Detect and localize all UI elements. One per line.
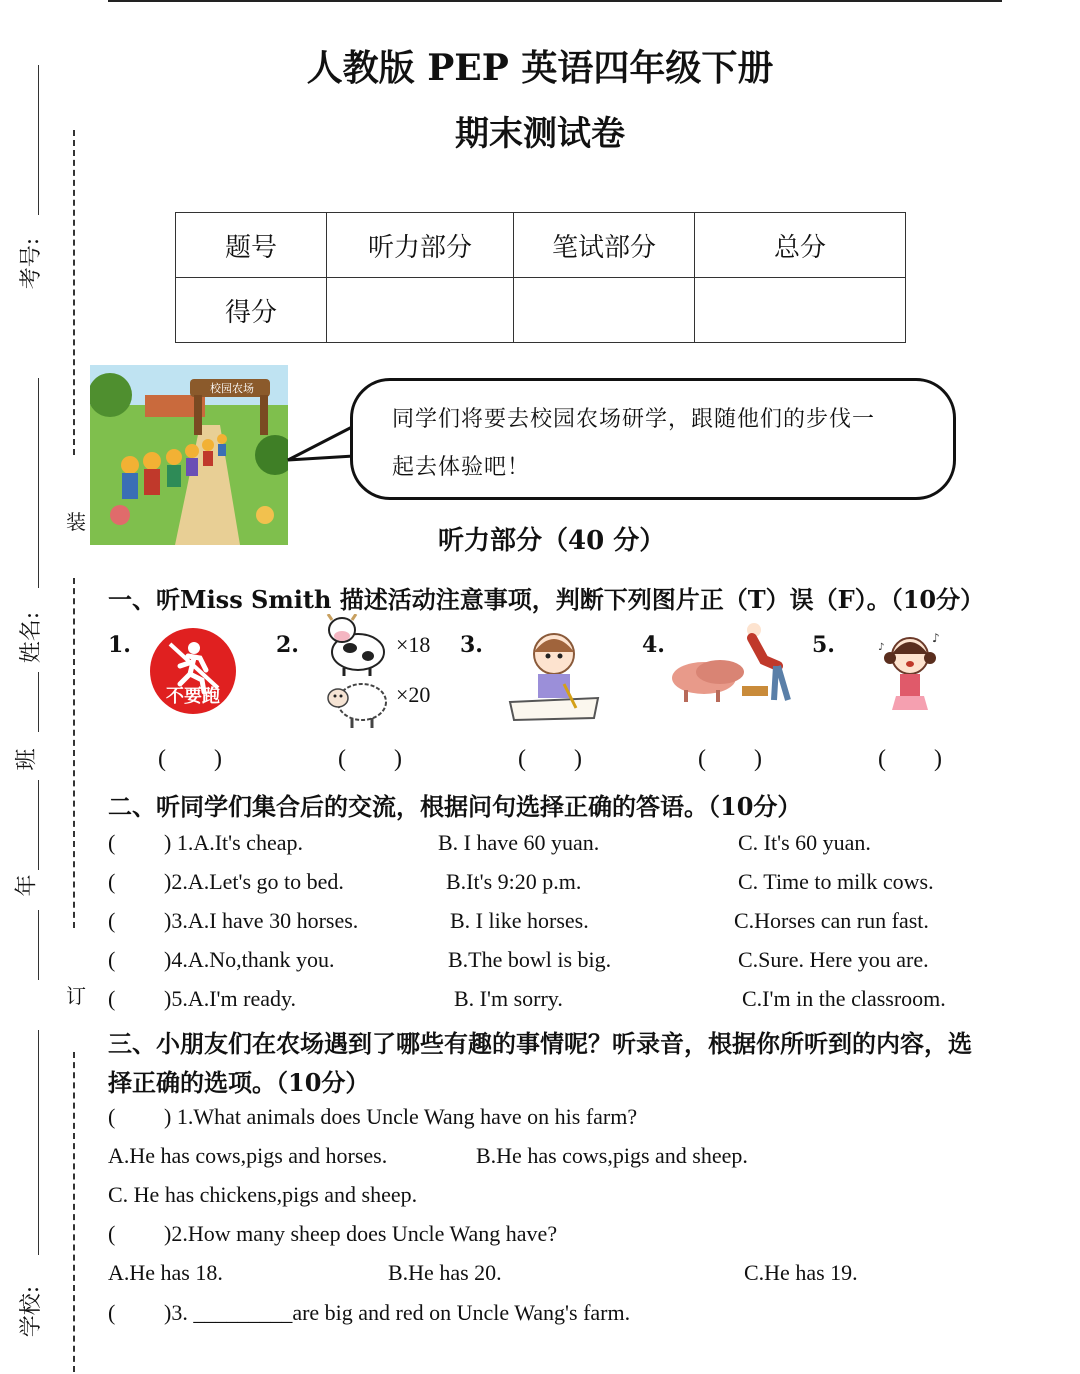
s2-q5-c: C.I'm in the classroom. [742,986,946,1011]
name-line-bottom [38,672,39,732]
s1-item1-num: 1. [108,632,131,658]
s2-q5-b: B. I'm sorry. [454,986,563,1011]
sheep-count: ×20 [396,682,431,707]
score-cell-listening: 听力部分 [327,213,514,278]
cow-icon [322,614,388,676]
binding-dash-3 [73,1052,75,1372]
s2-q3-a: )3.A.I have 30 horses. [164,908,359,933]
name-label: 姓名: [19,611,45,664]
no-running-label: 不要跑 [166,686,220,707]
s3-q3-paren[interactable]: ( [108,1300,116,1325]
s1-answer-1[interactable]: ( ) [158,746,222,772]
s3-q2-option-a: A.He has 18. [108,1260,223,1285]
s1-answer-5[interactable]: ( ) [878,746,942,772]
section3-heading-line1: 三、小朋友们在农场遇到了哪些有趣的事情呢？听录音，根据你所听到的内容，选 [108,1029,972,1058]
listening-heading: 听力部分（40 分） [438,526,666,556]
s2-q1-paren[interactable]: ( [108,830,116,855]
s2-q2-c: C. Time to milk cows. [738,869,934,894]
score-table [175,212,906,343]
speech-bubble-text [392,396,932,492]
exam-no-label: 考号: [19,237,45,290]
farm-sign-text: 校园农场 [210,382,254,395]
s2-q5-a: )5.A.I'm ready. [164,986,297,1011]
score-cell-total: 总分 [695,213,906,278]
s2-q5-paren[interactable]: ( [108,986,116,1011]
svg-text:♪: ♪ [878,642,885,653]
s2-q1-c: C. It's 60 yuan. [738,830,871,855]
class-line [38,780,39,870]
school-line [38,1030,39,1255]
grade-line [38,910,39,980]
s2-q3-paren[interactable]: ( [108,908,116,933]
section3-heading-line2: 择正确的选项。（10分） [108,1068,370,1097]
s1-answer-4[interactable]: ( ) [698,746,762,772]
score-cell-label: 得分 [176,278,327,343]
s3-q1-question: ) 1.What animals does Uncle Wang have on his farm? [164,1104,638,1129]
s2-q4-c: C.Sure. Here you are. [738,947,929,972]
s1-item5-num: 5. [812,632,835,658]
s3-q1-option-b: B.He has cows,pigs and sheep. [476,1143,748,1168]
score-cell-number: 题号 [176,213,327,278]
s2-q4-a: )4.A.No,thank you. [164,947,335,972]
cow-count: ×18 [396,632,431,657]
s1-answer-3[interactable]: ( ) [518,746,582,772]
section2-heading: 二、听同学们集合后的交流，根据问句选择正确的答语。（10分） [108,792,802,821]
sheep-icon [324,676,390,730]
s3-q2-option-c: C.He has 19. [744,1260,858,1285]
s3-q2-paren[interactable]: ( [108,1221,116,1246]
score-input-writing[interactable] [514,278,695,343]
score-input-total[interactable] [695,278,906,343]
s2-q1-b: B. I have 60 yuan. [438,830,600,855]
class-label: 班 [14,748,40,771]
binding-dash-1 [73,130,75,455]
s1-item4-num: 4. [642,632,665,658]
s2-q4-b: B.The bowl is big. [448,947,612,972]
s1-item2-num: 2. [276,632,299,658]
page-title: 人教版 PEP 英语四年级下册 [306,47,774,89]
s2-q2-a: )2.A.Let's go to bed. [164,869,344,894]
s3-q2-option-b: B.He has 20. [388,1260,502,1285]
s3-q2-question: )2.How many sheep does Uncle Wang have? [164,1221,558,1246]
s1-answer-2[interactable]: ( ) [338,746,402,772]
s3-q1-option-c: C. He has chickens,pigs and sheep. [108,1182,418,1207]
score-input-listening[interactable] [327,278,514,343]
s2-q1-a: ) 1.A.It's cheap. [164,830,303,855]
bubble-tail-icon [286,420,356,470]
score-table-score-row [176,278,906,343]
girl-singing-icon [874,628,946,728]
binding-zhuang: 装 [66,510,86,534]
section1-heading: 一、听Miss Smith 描述活动注意事项，判断下列图片正（T）误（F）。（10分） [108,585,985,614]
name-line-top [38,378,39,588]
farm-illustration [90,365,288,545]
bubble-line-2: 起去体验吧！ [392,455,531,480]
page-subtitle: 期末测试卷 [455,114,625,154]
bubble-line-1: 同学们将要去校园农场研学，跟随他们的步伐一 [392,407,876,432]
s2-q3-b: B. I like horses. [450,908,589,933]
binding-dash-2 [73,578,75,928]
top-rule [108,0,1002,2]
s3-q3-question: )3. _________are big and red on Uncle Wang's farm. [164,1300,631,1325]
school-label: 学校: [19,1285,45,1338]
s2-q2-b: B.It's 9:20 p.m. [446,869,582,894]
s2-q4-paren[interactable]: ( [108,947,116,972]
grade-label: 年 [14,874,40,897]
s2-q3-c: C.Horses can run fast. [734,908,929,933]
binding-ding: 订 [66,984,86,1008]
girl-drawing-icon [504,622,604,722]
s3-q1-option-a: A.He has cows,pigs and horses. [108,1143,388,1168]
s3-q1-paren[interactable]: ( [108,1104,116,1129]
farmer-pigs-icon [666,620,806,704]
s1-item1-image [148,626,238,716]
score-table-header-row [176,213,906,278]
s1-item3-num: 3. [460,632,483,658]
svg-text:♪: ♪ [932,631,940,645]
s2-q2-paren[interactable]: ( [108,869,116,894]
score-cell-writing: 笔试部分 [514,213,695,278]
